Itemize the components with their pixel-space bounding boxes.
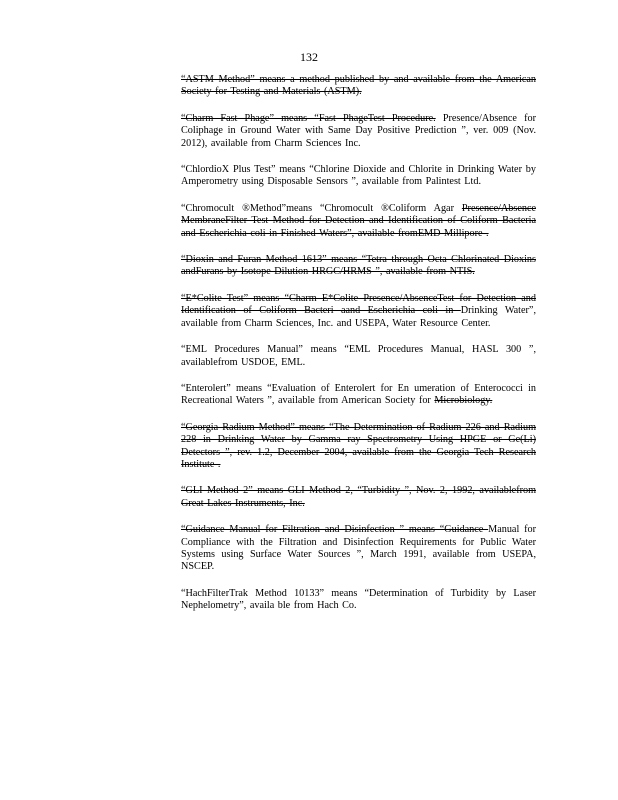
definition-text: “ChlordioX Plus Test” means “Chlorine Dioxide and Chlorite in Drinking Water by Amperometry using Disposable Sensors ”, available from Palintest Ltd. xyxy=(181,164,536,188)
definition-eml-procedures-manual xyxy=(181,344,536,369)
struck-text: “Georgia Radium Method” means “The Determination of Radium 226 and Radium 228 in Drinking Water by Gamma ray Spectrometry Using HPGE or Ge(Li) Detectors ”, rev. 1.2, December 2004, available from the Georgia Tech Research Institute . xyxy=(181,421,536,470)
definition-astm-method xyxy=(181,74,536,99)
definition-text: “HachFilterTrak Method 10133” means “Determination of Turbidity by Laser Nephelometry”, availa ble from Hach Co. xyxy=(181,587,536,612)
struck-text: Microbiology. xyxy=(434,395,493,407)
definitions-list xyxy=(181,74,536,627)
definition-text: “EML Procedures Manual” means “EML Procedures Manual, HASL 300 ”, availablefrom USDOE, EML. xyxy=(181,344,536,368)
definition-text: “Enterolert” means “Evaluation of Enterolert for En umeration of Enterococci in Recreational Waters ”, available from American Society for xyxy=(181,382,536,407)
definition-dioxin-furan-method xyxy=(181,254,536,279)
struck-text: Presence/Absence MembraneFilter Test Method for Detection and Identification of Coliform Bacteria and Escherichia coli in Finished Waters”, available fromEMD Millipore . xyxy=(181,202,536,239)
definition-text: “Chromocult ®Method”means “Chromocult ®Coliform Agar xyxy=(181,202,462,214)
definition-text: Drinking Water”, available from Charm Sciences, Inc. and USEPA, Water Resource Center. xyxy=(181,305,536,329)
definition-chlordiox-plus-test xyxy=(181,164,536,189)
struck-text: “GLI Method 2” means GLI Method 2, “Turbidity ”, Nov. 2, 1992, availablefrom Great Lakes Instruments, Inc. xyxy=(181,485,536,509)
struck-text: “Dioxin and Furan Method 1613” means “Tetra through Octa Chlorinated Dioxins andFurans by Isotope Dilution HRGC/HRMS ”, available from NTIS. xyxy=(181,254,536,278)
definition-gli-method-2 xyxy=(181,485,536,510)
struck-text: “ASTM Method” means a method published by and available from the American Society for Testing and Materials (ASTM). xyxy=(181,74,536,98)
definition-text: Manual for Compliance with the Filtration and Disinfection Requirements for Public Water Systems using Surface Water Sources ”, March 1991, available from USEPA, NSCEP. xyxy=(181,524,536,573)
definition-hachfiltertrak-method xyxy=(181,588,536,613)
definition-georgia-radium-method xyxy=(181,422,536,472)
definition-guidance-manual xyxy=(181,524,536,574)
struck-text: “E*Colite Test” means “Charm E*Colite Presence/AbsenceTest for Detection and Identification of Coliform Bacteri aand Escherichia coli in xyxy=(181,292,536,317)
page-number: 132 xyxy=(300,50,318,64)
definition-e-colite-test xyxy=(181,293,536,330)
definition-enterolert xyxy=(181,383,536,408)
definition-charm-fast-phage xyxy=(181,113,536,150)
struck-text: “Guidance Manual for Filtration and Disinfection ” means “Guidance xyxy=(181,524,489,536)
definition-text: Presence/Absence for Coliphage in Ground Water with Same Day Positive Prediction ”, ver. 009 (Nov. 2012), available from Charm Sciences Inc. xyxy=(181,112,536,149)
definition-chromocult-method xyxy=(181,203,536,240)
struck-text: “Charm Fast Phage” means “Fast PhageTest Procedure. xyxy=(181,112,436,124)
